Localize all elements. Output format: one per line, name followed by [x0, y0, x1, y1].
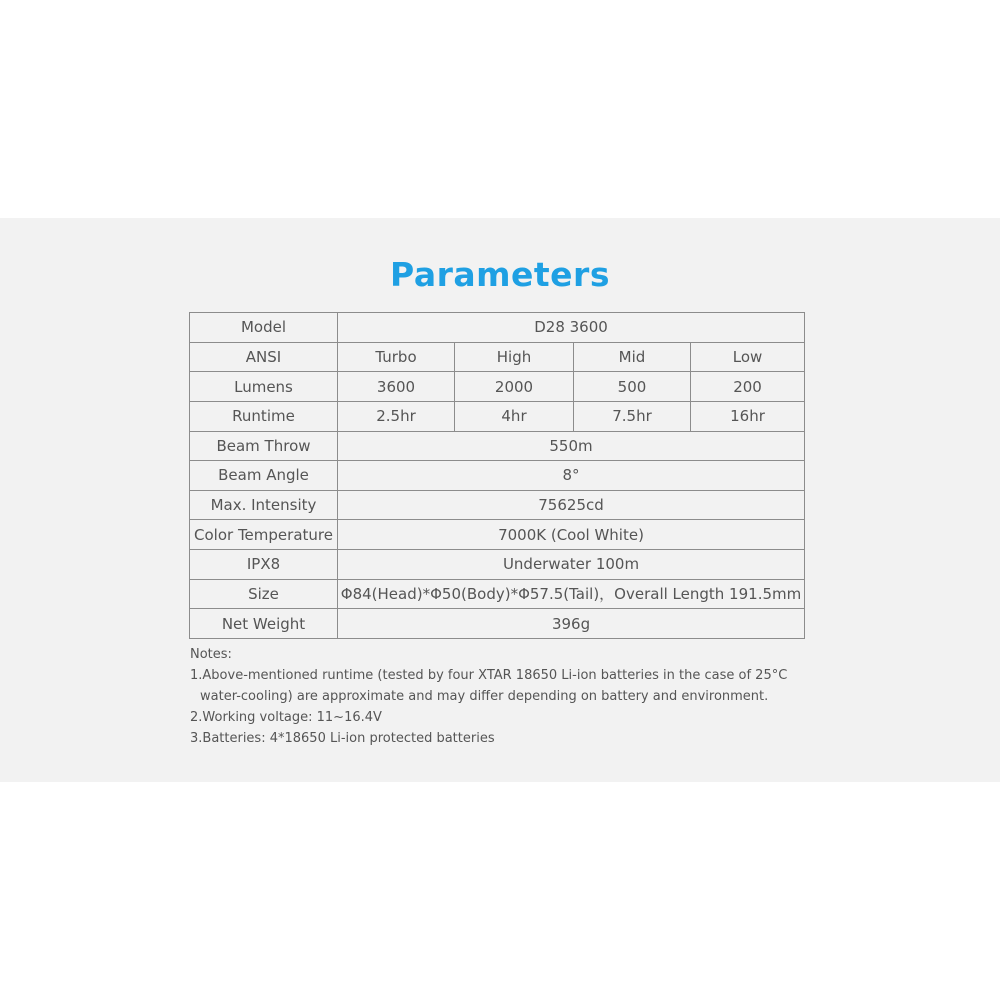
- runtime-high: 4hr: [455, 401, 574, 431]
- page-title: Parameters: [390, 255, 610, 294]
- table-row: [190, 609, 805, 639]
- beam-angle-value: 8°: [338, 461, 805, 491]
- mode-low: Low: [691, 342, 805, 372]
- runtime-low: 16hr: [691, 401, 805, 431]
- ipx8-value: Underwater 100m: [338, 550, 805, 580]
- size-value: Φ84(Head)*Φ50(Body)*Φ57.5(Tail)，Overall Length 191.5mm: [338, 579, 805, 609]
- lumens-high: 2000: [455, 372, 574, 402]
- row-label-ansi: ANSI: [190, 342, 338, 372]
- notes-heading: Notes:: [190, 647, 232, 662]
- row-label-net-weight: Net Weight: [190, 609, 338, 639]
- mode-turbo: Turbo: [338, 342, 455, 372]
- row-label-ipx8: IPX8: [190, 550, 338, 580]
- parameters-table: [189, 312, 805, 639]
- table-row: [190, 372, 805, 402]
- row-label-size: Size: [190, 579, 338, 609]
- row-label-runtime: Runtime: [190, 401, 338, 431]
- table-row: [190, 342, 805, 372]
- mode-high: High: [455, 342, 574, 372]
- note-2: 2.Working voltage: 11~16.4V: [190, 710, 382, 725]
- table-row: [190, 579, 805, 609]
- lumens-mid: 500: [574, 372, 691, 402]
- lumens-turbo: 3600: [338, 372, 455, 402]
- table-row: [190, 550, 805, 580]
- beam-throw-value: 550m: [338, 431, 805, 461]
- model-value: D28 3600: [338, 313, 805, 343]
- row-label-model: Model: [190, 313, 338, 343]
- table-row: [190, 431, 805, 461]
- table-row: [190, 520, 805, 550]
- lumens-low: 200: [691, 372, 805, 402]
- table-row: [190, 490, 805, 520]
- row-label-beam-angle: Beam Angle: [190, 461, 338, 491]
- color-temperature-value: 7000K (Cool White): [338, 520, 805, 550]
- notes-section: [190, 644, 810, 749]
- note-1-line-1: 1.Above-mentioned runtime (tested by four XTAR 18650 Li-ion batteries in the case of 25°C: [190, 668, 788, 683]
- row-label-max-intensity: Max. Intensity: [190, 490, 338, 520]
- note-1-line-2: water-cooling) are approximate and may differ depending on battery and environment.: [200, 689, 769, 704]
- note-3: 3.Batteries: 4*18650 Li-ion protected batteries: [190, 731, 495, 746]
- runtime-turbo: 2.5hr: [338, 401, 455, 431]
- table-row: [190, 313, 805, 343]
- runtime-mid: 7.5hr: [574, 401, 691, 431]
- row-label-lumens: Lumens: [190, 372, 338, 402]
- max-intensity-value: 75625cd: [338, 490, 805, 520]
- row-label-color-temperature: Color Temperature: [190, 520, 338, 550]
- table-row: [190, 461, 805, 491]
- mode-mid: Mid: [574, 342, 691, 372]
- row-label-beam-throw: Beam Throw: [190, 431, 338, 461]
- net-weight-value: 396g: [338, 609, 805, 639]
- table-row: [190, 401, 805, 431]
